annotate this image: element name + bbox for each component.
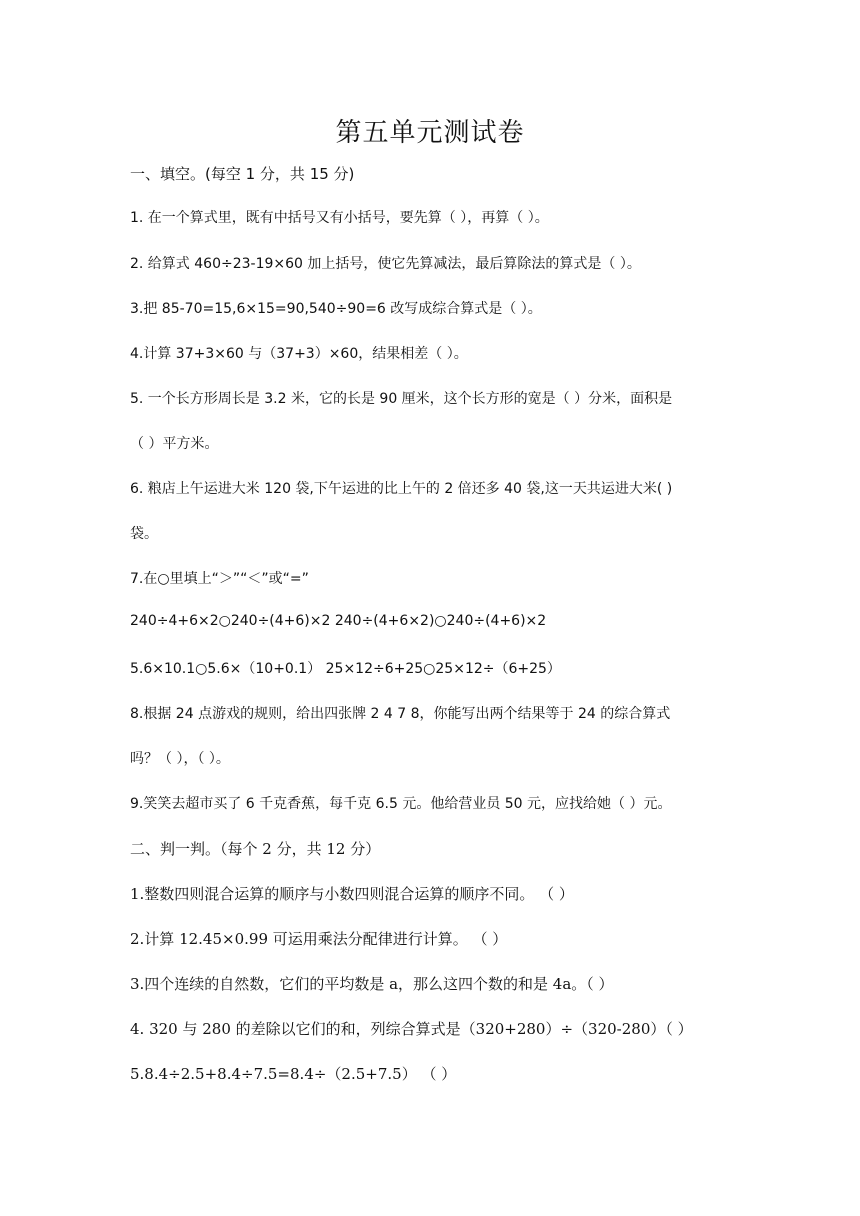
page-title: 第五单元测试卷: [335, 118, 525, 148]
judge-item-3: 3.四个连续的自然数，它们的平均数是 a，那么这四个数的和是 4a。（ ）: [130, 975, 614, 993]
section-2-heading: 二、判一判。（每个 2 分，共 12 分）: [130, 840, 381, 858]
question-2: 2. 给算式 460÷23-19×60 加上括号，使它先算减法，最后算除法的算式是（ ）。: [130, 256, 641, 272]
question-8-line-1: 8.根据 24 点游戏的规则，给出四张牌 2 4 7 8，你能写出两个结果等于 24 的综合算式: [130, 706, 671, 722]
judge-item-4: 4. 320 与 280 的差除以它们的和，列综合算式是（320+280）÷（320-280）（ ）: [130, 1020, 693, 1038]
question-7-row-2: 5.6×10.1○5.6×（10+0.1） 25×12÷6+25○25×12÷（6+25）: [130, 661, 561, 677]
question-7-row-1: 240÷4+6×2○240÷(4+6)×2 240÷(4+6×2)○240÷(4+6)×2: [130, 613, 547, 629]
question-4: 4.计算 37+3×60 与（37+3）×60，结果相差（ ）。: [130, 346, 468, 362]
judge-item-1: 1.整数四则混合运算的顺序与小数四则混合运算的顺序不同。 （ ）: [130, 885, 574, 903]
section-1-heading: 一、填空。(每空 1 分，共 15 分): [130, 165, 355, 183]
question-6-line-1: 6. 粮店上午运进大米 120 袋,下午运进的比上午的 2 倍还多 40 袋,这一天共运进大米( ): [130, 481, 673, 497]
question-1: 1. 在一个算式里，既有中括号又有小括号，要先算（ ），再算（ ）。: [130, 210, 549, 226]
judge-item-5: 5.8.4÷2.5+8.4÷7.5=8.4÷（2.5+7.5） （ ）: [130, 1065, 457, 1083]
question-7-prompt: 7.在○里填上“＞”“＜”或“=”: [130, 571, 309, 587]
question-8-line-2: 吗？（ ），（ ）。: [130, 751, 230, 767]
question-3: 3.把 85-70=15,6×15=90,540÷90=6 改写成综合算式是（ ）。: [130, 301, 542, 317]
question-6-line-2: 袋。: [130, 526, 158, 542]
question-9: 9.笑笑去超市买了 6 千克香蕉，每千克 6.5 元。他给营业员 50 元，应找给她（ ）元。: [130, 796, 672, 812]
judge-item-2: 2.计算 12.45×0.99 可运用乘法分配律进行计算。 （ ）: [130, 930, 508, 948]
question-5-line-1: 5. 一个长方形周长是 3.2 米，它的长是 90 厘米，这个长方形的宽是（ ）分米，面积是: [130, 391, 673, 407]
question-5-line-2: （ ）平方米。: [130, 436, 219, 452]
